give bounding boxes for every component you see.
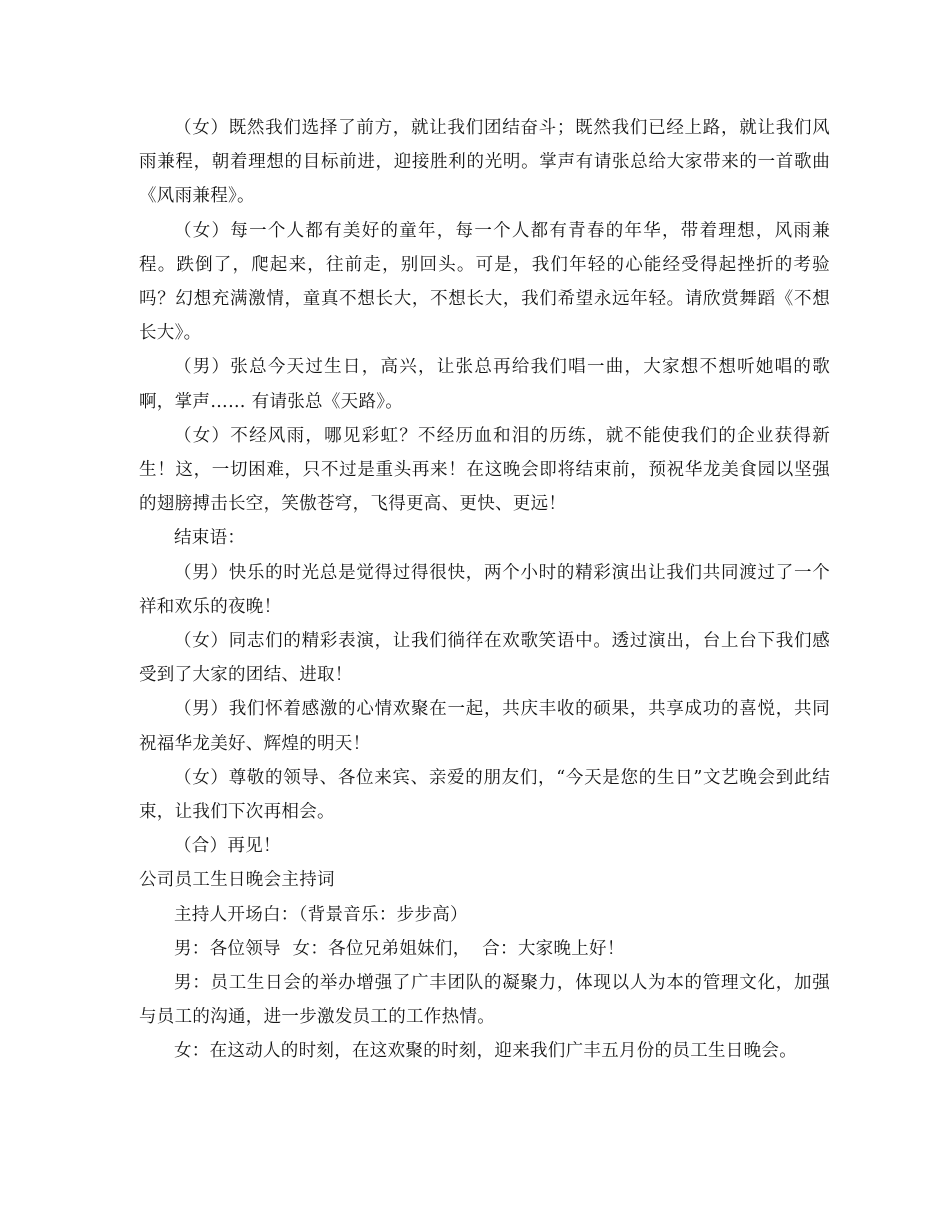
paragraph: （合）再见！ <box>174 836 281 857</box>
paragraph: （女）不经风雨，哪见彩虹？不经历血和泪的历练，就不能使我们的企业获得新生！这，一切困难，只不过是重头再来！在这晚会即将结束前，预祝华龙美食园以坚强的翅膀搏击长空，笑傲苍穹，飞得更高、更快、更远！ <box>139 425 830 515</box>
section-title: 公司员工生日晚会主持词 <box>139 870 335 891</box>
paragraph: 男：各位领导 女：各位兄弟姐妹们， 合：大家晚上好！ <box>174 938 625 959</box>
paragraph: （女）既然我们选择了前方，就让我们团结奋斗；既然我们已经上路，就让我们风雨兼程，朝着理想的目标前进，迎接胜利的光明。掌声有请张总给大家带来的一首歌曲《风雨兼程》。 <box>139 118 830 207</box>
paragraph: 男：员工生日会的举办增强了广丰团队的凝聚力，体现以人为本的管理文化，加强与员工的沟通，进一步激发员工的工作热情。 <box>139 973 830 1028</box>
paragraph: （男）张总今天过生日，高兴，让张总再给我们唱一曲，大家想不想听她唱的歌啊，掌声…… 有请张总《天路》。 <box>139 357 830 412</box>
paragraph: （女）每一个人都有美好的童年，每一个人都有青春的年华，带着理想，风雨兼程。跌倒了，爬起来，往前走，别回头。可是，我们年轻的心能经受得起挫折的考验吗？幻想充满激情，童真不想长大，不想长大，我们希望永远年轻。请欣赏舞蹈《不想长大》。 <box>139 220 830 344</box>
paragraph: （男）快乐的时光总是觉得过得很快，两个小时的精彩演出让我们共同渡过了一个祥和欢乐的夜晚！ <box>139 562 830 617</box>
section-label-ending: 结束语： <box>174 528 246 549</box>
paragraph: 主持人开场白：（背景音乐：步步高） <box>174 904 468 925</box>
paragraph: （女）尊敬的领导、各位来宾、亲爱的朋友们，“今天是您的生日”文艺晚会到此结束，让我们下次再相会。 <box>139 767 830 823</box>
document-body <box>139 111 830 1069</box>
paragraph: （女）同志们的精彩表演，让我们徜徉在欢歌笑语中。透过演出，台上台下我们感受到了大家的团结、进取！ <box>139 631 830 686</box>
paragraph: 女：在这动人的时刻，在这欢聚的时刻，迎来我们广丰五月份的员工生日晚会。 <box>174 1041 797 1062</box>
paragraph: （男）我们怀着感激的心情欢聚在一起，共庆丰收的硕果，共享成功的喜悦，共同祝福华龙美好、辉煌的明天！ <box>139 699 830 754</box>
